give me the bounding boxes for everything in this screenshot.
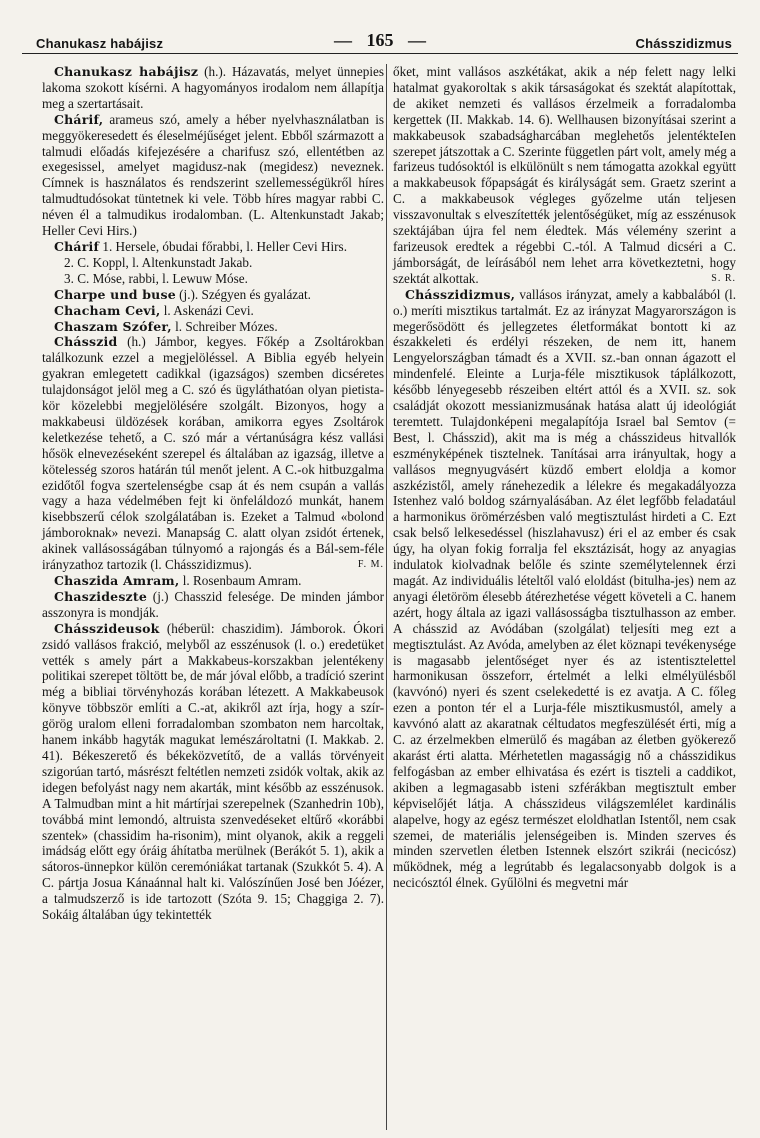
entry-text: 3. C. Móse, rabbi, l. Lewuw Móse. [64, 270, 248, 286]
entry-headword: Chaszida Amram, [54, 573, 180, 588]
dictionary-entry [42, 239, 384, 255]
author-signature: F. M. [357, 559, 384, 571]
dictionary-entry [42, 319, 384, 335]
dictionary-entry [42, 334, 384, 573]
entry-text: (j.) Chasszid felesége. De minden jámbor asszonyra is mondják. [42, 588, 384, 620]
running-header [22, 30, 738, 54]
entry-headword: Chásszid [54, 334, 118, 350]
header-rule [22, 53, 738, 54]
dictionary-entry [42, 287, 384, 303]
entry-text: (h.) Jámbor, kegyes. Főkép a Zsoltárokban találkozunk ezzel a megjelöléssel. A Biblia egyéb helyein gyakran emlegetett cadikkal (igazságos) szemben dicséretes tulajdonságot jelöl meg a C. szó és ügyláthatóan olyan pietista-kör közelebbi megjelölésére szolgált. Bizonyos, hogy a makkabeusi üldözések korában, amikorra egyes Zsoltárok keletkezése tehető, a C. szó már a vértanúságra kész vallási hősök elnevezéseként szerepel és általában az igazság, illetve a kötelesség szoros határán túl menőt jelent. A C.-ok hitbuzgalma ezidőtől fogva szertelenségbe csap át és nem csupán a vallás vagy a haza védelmében fejt ki önfeláldozó munkát, hanem kisebbszerű célok szolgálatában is. Ezeket a Talmud «bolond jámboroknak» nevezi. Manapság C. alatt olyan zsidót értenek, akinek vallásosságában túlnyomó a rajongás és a Bál-sem-féle irányzathoz tartozik (l. Chásszidizmus). [42, 334, 384, 573]
entry-text: őket, mint vallásos aszkétákat, akik a nép felett nagy lelki hatalmat gyakoroltak s akik társaságokat és szektát alapítottak, de akiket nemzeti és vallásos érzelmeik a forradalomba kergettek (II. Makkab. 14. 6). Wellhausen bizonyításai szerint a makkabeusok szabadságharcában meglehetős jelentékteIen szerepet játszottak a C. Szerinte független párt volt, amely még a farizeus tudósoktól is elkülönült s nem támogatta azokkal együtt a makkabeusok főpapságát és királyságát sem. Graetz szerint a C. a makkabeusok végleges győzelme után teljesen visszavonultak s elveszítették jelentőségüket, míg az esszénusok szektájában újra fel nem éledtek. Más vélemény szerint a farizeusok eredtek a régebbi C.-tól. A Talmud dicséri a C. jámborságát, de leírásából nem lehet arra következtetni, hogy szektát alkottak. [393, 64, 736, 286]
left-column [42, 64, 384, 923]
column-divider [386, 64, 387, 1130]
entry-headword: Chaszam Szófer, [54, 318, 172, 334]
dictionary-entry [42, 271, 384, 287]
entry-text: 2. C. Koppl, l. Altenkunstadt Jakab. [64, 254, 253, 270]
dictionary-entry [393, 287, 736, 891]
dictionary-entry [42, 255, 384, 271]
entry-headword: Chárif, [54, 111, 104, 127]
entry-headword: Chárif [54, 238, 100, 254]
dictionary-entry [42, 573, 384, 589]
entry-headword: Chásszidizmus, [405, 286, 516, 302]
entry-headword: Charpe und buse [54, 286, 176, 302]
entry-text: (j.). Szégyen és gyalázat. [175, 286, 311, 302]
header-left-keyword: Chanukasz habájisz [36, 36, 164, 51]
entry-text: 1. Hersele, óbudai főrabbi, l. Heller Cevi Hirs. [99, 238, 347, 254]
entry-headword: Chaszideszte [54, 588, 147, 604]
page-number: 165 [366, 30, 394, 50]
dash-left: — [334, 30, 352, 50]
entry-headword: Chásszideusok [54, 620, 160, 636]
entry-text: (héberül: chaszidim). Jámborok. Ókori zsidó vallásos frakció, melyből az esszénusok (l. o.) eredetüket vették s amely párt a Makkabeus-korszakban jelentékeny politikai szerepet töltött be, de már jóval előbb, a tradíció szerint még a bibliai törvényhozás korában létezett. A Makkabeusok könyve többször említi a C.-at, akikről azt írja, hogy a szír-görög uralom elleni forradalomban szombaton nem harcoltak, hanem inkább hagyták magukat lemészároltatni (I. Makkab. 2. 41). Békeszerető és békeközvetítő, de a vallás törvényeit szigorúan tartó, másrészt feltétlen nemzeti zsidók voltak, akik az idegen befolyást nagy nem akarták, mint később az esszénusok. A Talmudban mint a hit mártírjai szerepelnek (Szanhedrin 10b), továbbá mint lemondó, altruista szenvedéseket eltűrő «korábbi szentek» (chassidim ha-risonim), mint olyanok, akik a reggeli imádság előtt egy óráig áhítatba merülnek (Berákót 5. 1), akik a sátoros-ünnepkor külön ceremóniákat tartanak (Szukkót 5. 4). A C. pártja Josua Kánaánnal halt ki. Valószínűen José ben Jóézer, a talmudszerző is ide tartozott (Szóta 9. 15; Chaggiga 2. 7). Sokáig általában úgy tekintették [42, 620, 384, 923]
right-column [393, 64, 736, 891]
entry-text: l. Rosenbaum Amram. [179, 573, 302, 588]
page-number-line [22, 30, 738, 51]
entry-text: vallásos irányzat, amely a kabbalából (l. o.) meríti misztikus tartalmát. Ez az irányzat Magyarországon is megerősödött és jellegzetes életformákat bontott ki az északkeleti és erdélyi részeken, de nem itt, hanem Lengyelországban támadt és a XVII. sz.-ban onnan ágazott el mindenfelé. Eleinte a Lurja-féle misztikusok táplálkozott, később lényegesebb részeiben eltért attól és a XVII. sz. sok családját okozott messianizmusának hatása alatt új ideológiát teremtett. Tulajdonképeni megalapítója Israel bal Semtov (= Best, l. Chásszid), akit ma is még a chásszideus hitvallók eszményképének tisztelnek. Tanításai arra irányultak, hogy a vallásos megnyugvásért küzdő embert eloldja a komor aszkézistől, amely ránehezedik a lélekre és megakadályozza Istenhez való boldog szárnyalásában. Az élet legfőbb feladatául a harmonikus örömérzésben való megtisztulást hirdeti a C. Ezt csak belső lelkesedéssel (hiszlahavusz) éri el az ember és csak úgy, ha olyan fokig forralja fel eksztázisát, hogy az anyagias indulatok kiolvadnak belőle és szinte személytelennek érzi magát. Az individuális lételtől való eloldást (bitulha-jes) nem az anyagi életöröm élesebb átérezhetése végett követeli a C. hanem azért, hogy általa az igazi vallásosságba tisztulhasson az ember. A chásszid az Avódában (szolgálat) teljesíti meg ezt a megtisztulást. Az Avóda, amelyben az élet köznapi tevékenysége is magasabb jelentőséget nyer és az istentisztelettel harmonikusan összeforr, értelmét a lelki elmélyülésből (kavvónó) nyeri és szent cselekedetté is ez avatja. A C. főleg ezen a ponton tér el a Lurja-féle misztikusmustól, amely a kavvónó alatt az akaratnak céltudatos megfeszülését érti, míg a C. az érzelmekben elmerülő és magában az életben gyökerező akarást érti alatta. Mérhetetlen magasságig nő a chásszidikus felfogásban az ember elhivatása és ezért is tiszteli a caddikot, akiben a legmagasabb isteni szférákban megtisztult ember képviselőjét látja. A chásszideus világszemlélet kardinális alapelve, hogy az egész természet eloldhatlan Istentől, nem csak szemei, de materiális jelenségeiben is. Minden szerves és minden szervetlen életben Istennek elszórt szikrái (necicósz) működnek, még a legrútabb és legalacsonyabb dolgok is a necicósztól élnek. Gyűlölni és megvetni már [393, 286, 736, 891]
dictionary-entry [42, 621, 384, 923]
dash-right: — [408, 30, 426, 50]
dictionary-entry [42, 303, 384, 319]
entry-headword: Chacham Cevi, [54, 302, 161, 318]
entry-text: l. Schreiber Mózes. [171, 318, 278, 334]
dictionary-entry [42, 112, 384, 239]
entry-text: l. Askenázi Cevi. [160, 302, 254, 318]
header-right-keyword: Chásszidizmus [635, 36, 732, 51]
author-signature: S. R. [711, 272, 736, 284]
dictionary-entry [42, 589, 384, 621]
entry-headword: Chanukasz habájisz [54, 64, 199, 79]
entry-text: arameus szó, amely a héber nyelvhasználatban is meggyökeresedett és éleselméjűséget jelent. Ebből származott a talmudi előadás kifejezésére a charifusz szó, ellentétben az exegesissel, amelyet magidusz-nak (megidesz) neveznek. Címnek is használatos és rendszerint szellemességükről híres talmudtudósokat tüntetnek ki vele. Több híres magyar rabbi C. néven él a talmudikus irodalomban. (L. Altenkunstadt Jakab; Heller Cevi Hirs.) [42, 111, 384, 239]
dictionary-entry [393, 64, 736, 287]
dictionary-entry [42, 64, 384, 112]
entry-text: (h.). Házavatás, melyet ünnepies lakoma szokott kísérni. A hagyományos irodalom nem állapítja meg a szertartásait. [42, 64, 384, 111]
